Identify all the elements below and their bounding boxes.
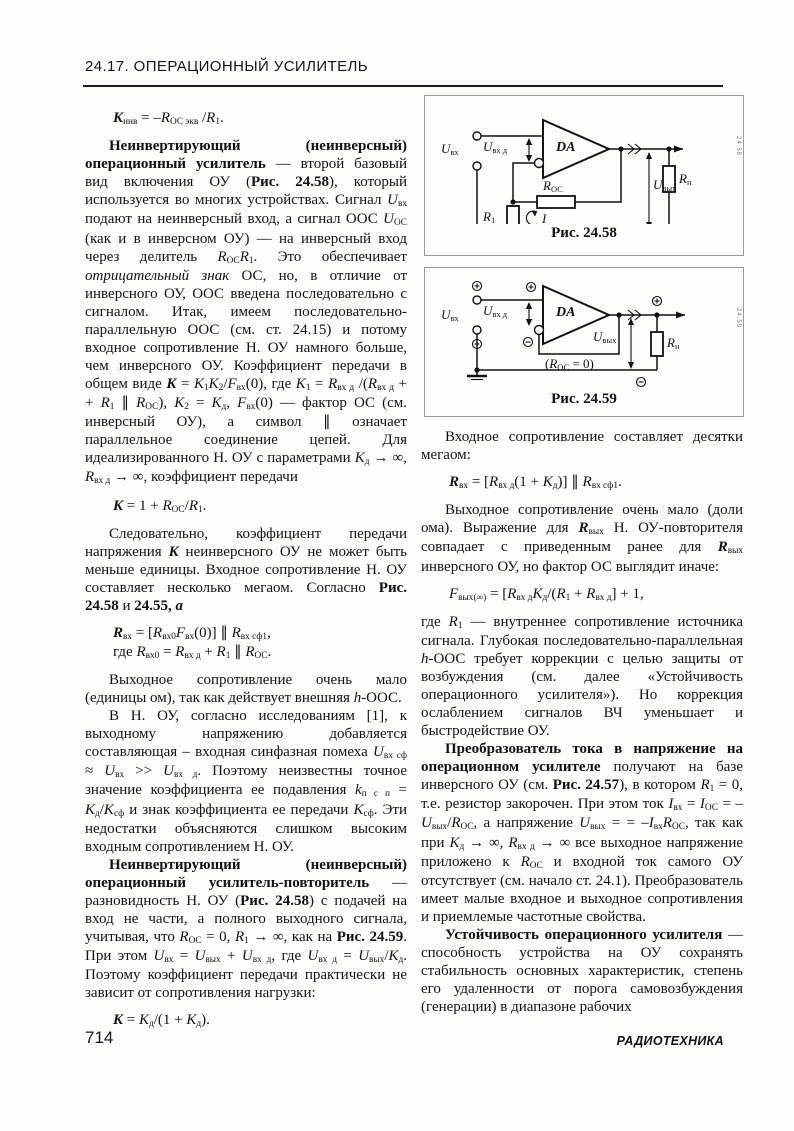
label-u-out: $U_{вых}$ [653, 177, 677, 193]
opamp-circuit-24-58 [425, 102, 743, 224]
uout-measure-arrow-icon [628, 318, 634, 369]
label-r-oc: $R_{ОС}$ [543, 178, 563, 194]
resistor-rn-icon [651, 332, 663, 356]
plus-input-mark-icon [527, 283, 536, 292]
paragraph-consequently: Следовательно, коэффициент передачи напряжения K неинверсного ОУ не может быть меньше единицы. Входное сопротивление Н. ОУ составляет несколько мегаом. Согласно Рис. 24.58 и 24.55, а [85, 525, 407, 614]
figure-artwork-tag: 24.59 [735, 308, 741, 329]
uvxd-measure-arrow-icon [526, 138, 532, 162]
figure-artwork-tag: 24.58 [735, 136, 741, 157]
formula-k-follower: $K = K_д/(1 + K_д)$. [113, 1012, 210, 1030]
uvxd-measure-arrow-icon [526, 302, 532, 326]
formula-r-in: $R_{вх} = [R_{вх0}F_{вх}(0)]$ ∥ $R_{вх сф1}$, где $R_{вх0} = R_{вх д} + R_1$ ∥ $R_{ОС}$. [113, 624, 272, 661]
resistor-roc-icon [537, 196, 575, 208]
formula-f-out: $F_{вых(\infty)} = [R_{вх д}K_д/(R_1 + R_{вх д}] + 1$, [449, 585, 644, 603]
figure-24-59-canvas [425, 274, 743, 390]
label-u-in-d: $U_{вх д}$ [483, 303, 508, 319]
journal-name: РАДИОТЕХНИКА [616, 1034, 724, 1048]
left-text-column [85, 100, 407, 1039]
figure-24-59 [424, 267, 744, 417]
minus-output-mark-icon [637, 378, 646, 387]
plus-terminal-icon [473, 282, 482, 291]
plus-output-mark-icon [653, 297, 662, 306]
paragraph-common-mode: В Н. ОУ, согласно исследованиям [1], к выходному напряжению добавляется составляющая – входная синфазная помеха $U_{вх сф} \approx U_{вх} >> U_{вх д}$. Поэтому неизвестны точное значение коэффициента ее подавления $k_{п с п} = K_д/K_{сф}$ и знак коэффициента ее передачи $K_{сф}$. Эти недостатки объясняются слишком высоким входным сопротивлением Н. ОУ. [85, 708, 408, 855]
section-heading: 24.17. ОПЕРАЦИОННЫЙ УСИЛИТЕЛЬ [85, 58, 368, 75]
opamp-circuit-24-59 [425, 274, 743, 390]
paragraph-current-converter: Преобразователь тока в напряжение на операционном усилителе получают на базе инверсного ОУ (см. Рис. 24.57), в котором $R_1 = 0$, т.е. резистор закорочен. При этом ток $I_{вх} = I_{ОС} = -U_{вых}/R_{ОС}$, а напряжение $U_{вых}$ = = $-I_{вх}R_{ОС}$, так как при $K_д$ → ∞, $R_{вх д}$ → ∞ все выходное напряжение приложено к $R_{ОС}$ и входной ток самого ОУ отсутствует (см. начало ст. 24.1). Преобразователь имеет малые входное и выходное сопротивления и приемлемые частотные свойства. [421, 740, 744, 925]
paragraph-follower: Неинвертирующий (неинверсный) операционный усилитель-повторитель — разновидность Н. ОУ (Рис. 24.58) с подачей на вход не части, а полного выходного сигнала, учитывая, что $R_{ОС} = 0$, $R_1$ → ∞, как на Рис. 24.59. При этом $U_{вх} = U_{вых} + U_{вх д}$, где $U_{вх д} = U_{вых}/K_д$. Поэтому коэффициент передачи практически не зависит от сопротивления нагрузки: [85, 856, 408, 1002]
label-opamp-da: DA [556, 305, 576, 320]
ground-icon [467, 370, 487, 380]
label-u-in-d: $U_{вх д}$ [483, 139, 508, 155]
header-rule [83, 85, 723, 87]
label-u-out: $U_{вых}$ [593, 329, 617, 345]
label-r-load: $R_н$ [679, 171, 692, 187]
paragraph-output-resistance: Выходное сопротивление очень мало (единицы ом), так как действует внешняя h-ООС. [85, 672, 407, 707]
figure-24-58-canvas [425, 102, 743, 224]
formula-k: $K = 1 + R_{ОС}/R_1$. [113, 497, 207, 515]
figure-caption: Рис. 24.58 [551, 225, 617, 241]
load-resistor-branch [651, 315, 663, 370]
label-u-in: $U_{вх}$ [441, 141, 459, 157]
resistor-r1-branch [503, 206, 537, 224]
figure-caption: Рис. 24.59 [551, 391, 617, 407]
output-wire [609, 310, 685, 320]
formula-r-in-2: $R_{вх} = [R_{вх д}(1 + K_д)]$ ∥ $R_{вх сф1}$. [449, 474, 622, 492]
formula-k-inv: $K_{инв} = -R_{ОС экв}$ $/R_1$. [113, 110, 224, 128]
paragraph-input-resistance: Входное сопротивление составляет десятки мегаом: [421, 429, 743, 463]
label-r1: $R_1$ [483, 209, 496, 225]
resistor-r1-icon [507, 206, 519, 224]
label-u-in: $U_{вх}$ [441, 307, 459, 323]
label-current-i: I [542, 211, 547, 226]
input-terminal-icon [473, 296, 481, 334]
label-opamp-da: DA [556, 140, 576, 155]
minus-input-mark-icon [524, 338, 533, 347]
paragraph-gde-r1: где $R_1$ — внутреннее сопротивление источника сигнала. Глубокая последовательно-параллельная h-ООС требует коррекции с целью защиты от возбуждения (см. далее «Устойчивость операционного усилителя»). Но коррекция ослаблением сигналов ВЧ уменьшает и быстродействие ОУ. [421, 613, 743, 739]
paragraph-noninverting-opamp: Неинвертирующий (неинверсный) операционный усилитель — второй базовый вид включения ОУ (Рис. 24.58), который используется во многих устройствах. Сигнал $U_{вх}$ подают на неинверсный вход, а сигнал ООС $U_{ОС}$ (как и в инверсном ОУ) — на инверсный вход через делитель $R_{ОС}R_1$. Это обеспечивает отрицательный знак ОС, но, в отличие от инверсного ОУ, ООС введена последовательно с сигналом. Итак, имеем последовательно-параллельную ООС (см. ст. 24.15) и потому входное сопротивление Н. ОУ намного больше, чем инверсного ОУ. Коэффициент передачи в общем виде $K = K_1K_2/F_{вх}(0)$, где $K_1 = R_{вх д}$ $/(R_{вх д}$ + + $R_1$ ∥ $R_{ОС}$), $K_2 = K_д$, $F_{вх}(0)$ — фактор ОС (см. инверсный ОУ), а символ ∥ означает параллельное соединение цепей. Для идеализированного Н. ОУ с параметрами $K_д$ → ∞, $R_{вх д}$ → ∞, коэффициент передачи [85, 138, 408, 487]
paragraph-stability: Устойчивость операционного усилителя — способность устройства на ОУ сохранять стабильность основных характеристик, степень его удаленности от порога самовозбуждения (генерации) в диапазоне рабочих [421, 926, 743, 1015]
page-number: 714 [85, 1028, 114, 1047]
right-text-column [421, 428, 743, 1016]
input-terminal-icon [473, 132, 481, 170]
label-r-load: $R_н$ [667, 335, 680, 351]
figure-24-58 [424, 95, 744, 256]
output-wire [609, 144, 683, 154]
label-r-oc-zero: $(R_{ОС} = 0)$ [545, 356, 594, 372]
paragraph-output-resistance-2: Выходное сопротивление очень мало (доли ома). Выражение для $R_{вых}$ Н. ОУ-повторителя совпадает с приведенным ранее для $R_{вых}$ инверсного ОУ, но фактор ОС выглядит иначе: [421, 502, 743, 575]
